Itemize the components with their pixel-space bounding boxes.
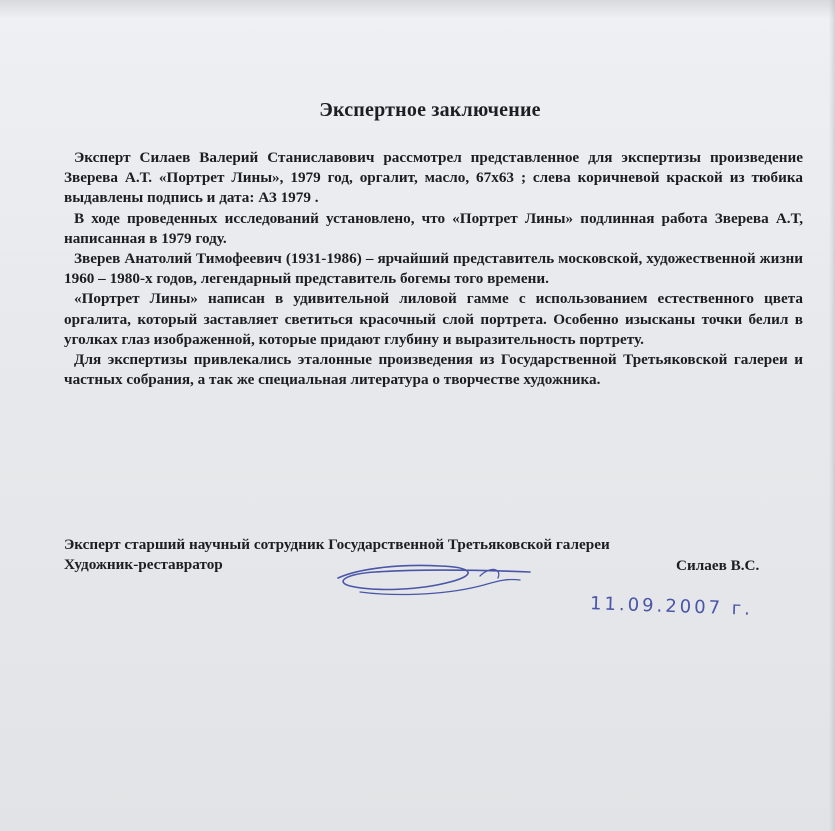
paragraph-artist-bio: Зверев Анатолий Тимофеевич (1931-1986) – ярчайший представитель московской, художественной жизни 1960 – 1980-х годов, легендарный представитель богемы того времени. (64, 250, 803, 288)
document-body (64, 148, 803, 390)
expert-role: Художник-реставратор (64, 556, 223, 573)
handwritten-date: 11.09.2007 г. (589, 593, 754, 620)
paragraph-expert-intro: Эксперт Силаев Валерий Станиславович рассмотрел представленное для экспертизы произведение Зверева А.Т. «Портрет Лины», 1979 год, оргалит, масло, 67х63 ; слева коричневой краской из тюбика выдавлены подпись и дата: АЗ 1979 . (64, 149, 803, 207)
page-shadow-top (0, 0, 835, 18)
paragraph-references: Для экспертизы привлекались эталонные произведения из Государственной Третьяковской галереи и частных собрания, а так же специальная литература о творчестве художника. (64, 351, 803, 389)
handwritten-signature (330, 556, 540, 606)
paragraph-authenticity: В ходе проведенных исследований установлено, что «Портрет Лины» подлинная работа Зверева А.Т, написанная в 1979 году. (64, 209, 803, 247)
document-title: Экспертное заключение (319, 99, 541, 121)
expert-position: Эксперт старший научный сотрудник Государственной Третьяковской галереи (64, 536, 610, 553)
page-shadow-right (829, 0, 835, 831)
paragraph-painting-description: «Портрет Лины» написан в удивительной лиловой гамме с использованием естественного цвета оргалита, который заставляет светиться красочный слой портрета. Особенно изысканы точки белил в уголках глаз изображенной, которые придают глубину и выразительность портрету. (64, 290, 803, 348)
signer-name: Силаев В.С. (676, 557, 760, 574)
